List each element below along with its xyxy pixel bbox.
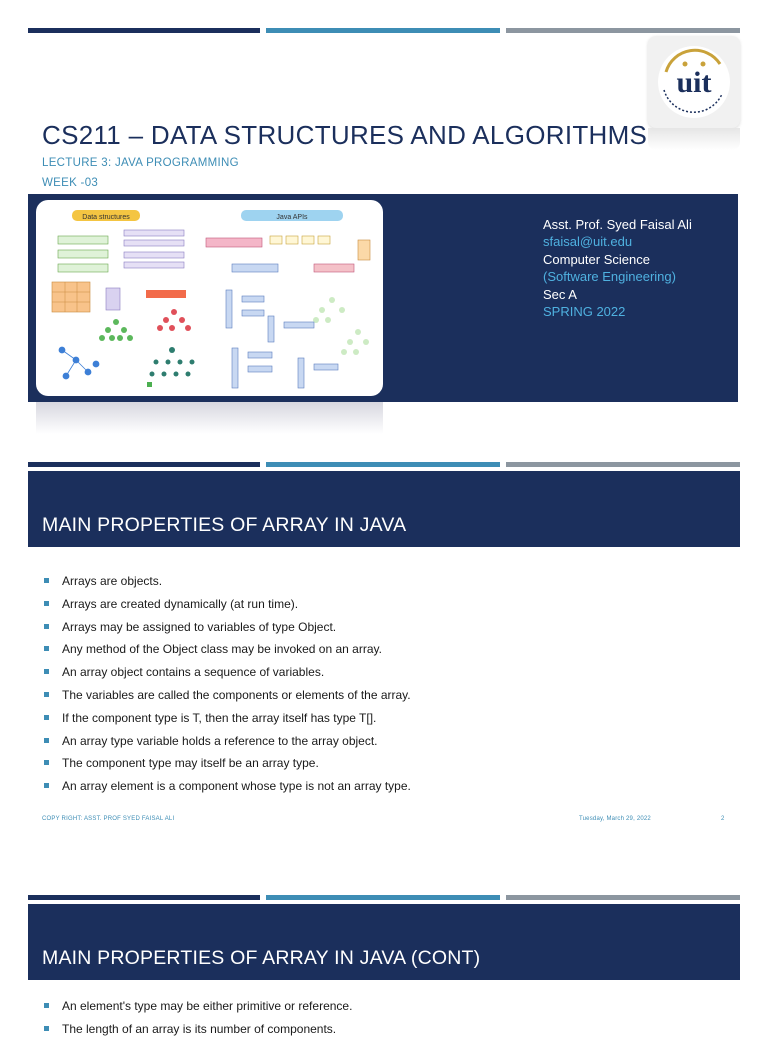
bullet-square-icon (44, 715, 49, 720)
term: SPRING 2022 (543, 304, 626, 320)
bullet-square-icon (44, 1003, 49, 1008)
department: Computer Science (543, 251, 650, 267)
slide2-header (28, 471, 740, 547)
course-title: CS211 – DATA STRUCTURES AND ALGORITHMS (42, 120, 648, 150)
list-item: An array element is a component whose type is not an array type. (44, 778, 411, 801)
list-item: If the component type is T, then the array itself has type T[]. (44, 710, 411, 733)
accent-bar-grey (506, 895, 740, 900)
accent-bar-navy (28, 895, 260, 900)
bullet-square-icon (44, 738, 49, 743)
list-item: Arrays are objects. (44, 573, 411, 596)
list-item: Arrays may be assigned to variables of type Object. (44, 619, 411, 642)
slide3-bullet-list (44, 998, 352, 1044)
list-item: An element's type may be either primitive or reference. (44, 998, 352, 1021)
svg-text:uit: uit (676, 66, 712, 99)
bullet-square-icon (44, 692, 49, 697)
bullet-square-icon (44, 578, 49, 583)
bullet-square-icon (44, 624, 49, 629)
accent-bar-grey (506, 462, 740, 467)
list-item: Arrays are created dynamically (at run time). (44, 596, 411, 619)
matrix-grid (52, 282, 90, 312)
slide2-title: MAIN PROPERTIES OF ARRAY IN JAVA (42, 514, 407, 536)
slide3-header (28, 904, 740, 980)
accent-bar-blue (266, 28, 500, 33)
lecture-subtitle: LECTURE 3: JAVA PROGRAMMING (42, 157, 239, 169)
slide2-bullet-list (44, 573, 411, 801)
accent-bar-navy (28, 28, 260, 33)
list-item: The variables are called the components or elements of the array. (44, 687, 411, 710)
program: (Software Engineering) (543, 269, 676, 285)
bullet-square-icon (44, 760, 49, 765)
bullet-square-icon (44, 646, 49, 651)
list-item: Any method of the Object class may be invoked on an array. (44, 641, 411, 664)
slide3-title: MAIN PROPERTIES OF ARRAY IN JAVA (CONT) (42, 947, 481, 969)
instructor-info (543, 216, 692, 320)
section: Sec A (543, 286, 577, 302)
logo-reflection (648, 128, 740, 150)
bullet-square-icon (44, 1026, 49, 1031)
array-cells (58, 236, 108, 272)
bullet-square-icon (44, 669, 49, 674)
data-structures-diagram (36, 200, 383, 396)
week-subtitle: WEEK -03 (42, 177, 99, 189)
diagram-reflection (36, 402, 383, 434)
list-item: The component type may itself be an array type. (44, 755, 411, 778)
footer-date: Tuesday, March 29, 2022 (579, 816, 651, 822)
footer-copyright: COPY RIGHT: ASST. PROF SYED FAISAL ALI (42, 816, 175, 822)
accent-bar-navy (28, 462, 260, 467)
footer-page-number: 2 (721, 816, 725, 822)
accent-bar-grey (506, 28, 740, 33)
slide1-accent-bars (28, 28, 740, 34)
list-item: The length of an array is its number of components. (44, 1021, 352, 1044)
slide2-accent-bars (28, 462, 740, 468)
list-item: An array object contains a sequence of variables. (44, 664, 411, 687)
instructor-email[interactable]: sfaisal@uit.edu (543, 234, 633, 250)
uit-university-logo (648, 36, 740, 128)
instructor-name: Asst. Prof. Syed Faisal Ali (543, 217, 692, 232)
diagram-left-label: Data structures (82, 214, 130, 221)
accent-bar-blue (266, 462, 500, 467)
diagram-right-label: Java APIs (276, 214, 308, 221)
accent-bar-blue (266, 895, 500, 900)
list-item: An array type variable holds a reference to the array object. (44, 733, 411, 756)
slide3-accent-bars (28, 895, 740, 901)
bullet-square-icon (44, 783, 49, 788)
bullet-square-icon (44, 601, 49, 606)
